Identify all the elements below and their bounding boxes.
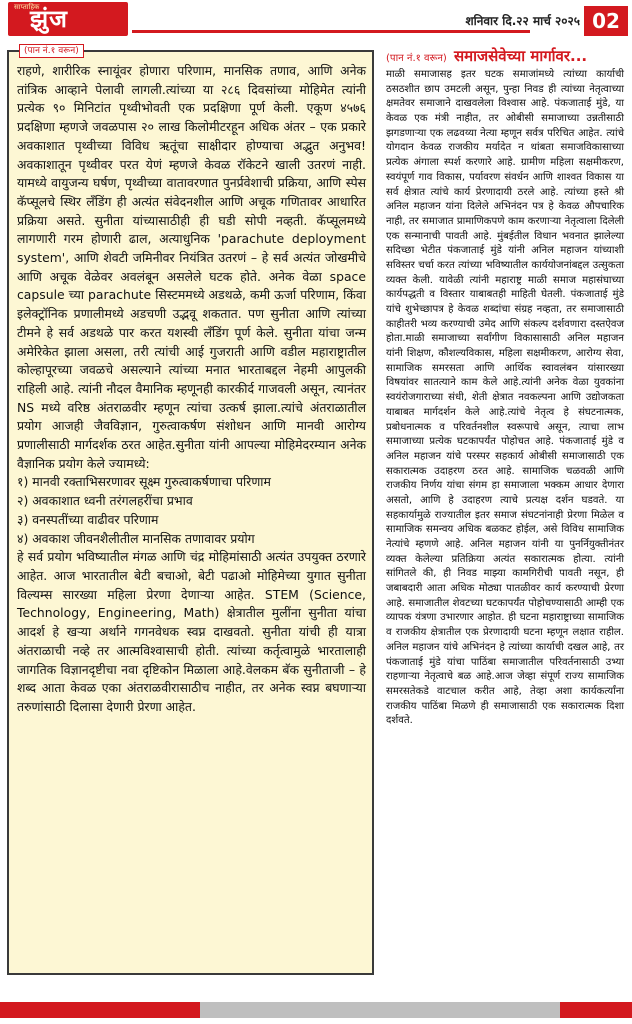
left-article-box [7,46,374,975]
left-article-paragraph: राहणे, शारीरिक स्नायूंवर होणारा परिणाम, मानसिक तणाव, आणि अनेक तांत्रिक आव्हाने पेलावी लागली.त्यांच्या या २८६ दिवसांच्या मोहिमेत त्यांनी प्रत्येक ९० मिनिटांत पृथ्वीभोवती एक प्रदक्षिणा पूर्ण केली. एकूण ४५७६ प्रदक्षिणा म्हणजे जवळपास २० लाख किलोमीटरहून अधिक अंतर – एक प्रकारे अवकाशात पृथ्वीच्या विविध ऋतूंचा साक्षीदार होण्याचा अद्भुत अनुभव! अवकाशातून पृथ्वीवर परत येणं म्हणजे केवळ रॉकेटने खाली उतरणं नाही. यामध्ये वायुजन्य घर्षण, पृथ्वीच्या वातावरणात पुनर्प्रवेशाची प्रक्रिया, आणि स्पेस कॅप्सूलचे स्थिर लँडिंग ही अत्यंत संवेदनशील आणि अचूक गणितावर आधारित प्रक्रिया असते. सुनीता यांच्यासाठीही ही घडी सोपी नव्हती. कॅप्सूलमध्ये लागणारी गरम होणारी ढाल, अत्याधुनिक 'parachute deployment system', आणि शेवटी जमिनीवर नियंत्रित उतरणं – हे सर्व अत्यंत जोखमीचे आणि अचूक वेळेवर अवलंबून असलेले घटक होते. अनेक वेळा space capsule च्या parachute सिस्टममध्ये अडथळे, कमी ऊर्जा परिणाम, किंवा इलेक्ट्रॉनिक प्रणालीमध्ये अडचणी उद्भवू शकतात. पण सुनीता आणि त्यांच्या टीमने हे सर्व अडथळे पार करत यशस्वी लँडिंग पूर्ण केले. सुनीता यांचा जन्म अमेरिकेत झाला असला, तरी त्यांची आई गुजराती आणि वडील महाराष्ट्रातील कोल्हापूरच्या जवळचे असल्याने त्यांच्या मनात भारताबद्दल नेहमी आपुलकी राहिली आहे. त्यांनी नौदल वैमानिक म्हणूनही कारकीर्द गाजवली असून, त्यानंतर NS मध्ये वरिष्ठ अंतराळवीर म्हणून त्यांचा उत्कर्ष झाला.त्यांचे अंतराळातील प्रयोग आजही जैवविज्ञान, गुरुत्वाकर्षण संशोधन आणि मानवी आरोग्य प्रणालीसाठी मार्गदर्शक ठरत आहेत.सुनीता यांनी आपल्या मोहिमेदरम्यान अनेक वैज्ञानिक प्रयोग केले ज्यामध्ये: [17,63,366,471]
logo-tagline: साप्ताहिक [14,3,40,11]
right-article-header [386,46,624,68]
right-article-title: समाजसेवेच्या मार्गावर... [454,47,588,65]
experiment-list-item: २) अवकाशात ध्वनी तरंगलहरींचा प्रभाव [17,493,193,509]
newspaper-logo[interactable] [8,2,128,36]
experiment-list [17,473,366,548]
footer-red-end [560,1002,632,1018]
footer-red-strip [0,1002,200,1018]
issue-date: शनिवार दि.२२ मार्च २०२५ [465,14,580,28]
right-article-body: माळी समाजासह इतर घटक समाजांमध्ये त्यांच्या कार्याची ठसठशीत छाप उमटली असून, पुन्हा निवड ही त्यांच्या नेतृत्वाच्या क्षमतेवर समाजाने दाखवलेला विश्वास आहे. पंकजाताई मुंडे, या केवळ एक मंत्री नाहीत, तर ओबीसी समाजाच्या उन्नतीसाठी झगडणाऱ्या एक लढवय्या नेत्या म्हणून सर्वत्र परिचित आहेत. त्यांचे योगदान केवळ राजकीय मर्यादेत न थांबता समाजविकासाच्या प्रत्येक अंगाला स्पर्श करणारे आहे. ग्रामीण महिला सक्षमीकरण, स्वयंपूर्ण गाव विकास, पर्यावरण संवर्धन आणि शाश्वत विकास या सर्व क्षेत्रात त्यांचे कार्य प्रेरणादायी ठरले आहे. त्यांच्या हस्ते श्री अनिल महाजन यांना दिलेले अभिनंदन पत्र हे केवळ औपचारिक नाही, तर समाजात प्रामाणिकपणे काम करणाऱ्या नेतृत्वाला दिलेली एक सन्मानाची पावती आहे. मुंबईतील विधान भवनात झालेल्या सदिच्छा भेटीत पंकजाताई मुंडे यांनी अनिल महाजन यांच्याशी सविस्तर चर्चा करत त्यांच्या भविष्यातील कार्ययोजनांबद्दल उत्सुकता व्यक्त केली. यावेळी त्यांनी महाराष्ट्र माळी समाज महासंघाच्या कार्यपद्धती व विस्तार याबाबतही माहिती घेतली. पंकजाताई मुंडे यांचे शुभेच्छापत्र हे केवळ शब्दांचा संग्रह नव्हता, तर समाजासाठी काहीतरी भव्य करण्याची उमेद आणि संकल्प दर्शवणारा दस्तऐवज होता.माळी समाजाच्या सर्वांगीण विकासासाठी अनिल महाजन यांनी शिक्षण, कौशल्यविकास, महिला सक्षमीकरण, आरोग्य सेवा, सामाजिक समरसता आणि आर्थिक स्वावलंबन यांसारख्या विषयांवर सातत्याने काम केले आहे.त्यांनी अनेक वेळा युवकांना स्वयंरोजगाराच्या संधी, शेती क्षेत्रात नवकल्पना आणि उद्योजकता याबाबत मार्गदर्शन केले आहे.त्यांचे नेतृत्व हे संघटनात्मक, प्रबोधनात्मक व परिवर्तनशील स्वरूपाचे असून, त्याचा लाभ समाजाच्या प्रत्येक घटकापर्यंत पोहोचत आहे. पंकजाताई मुंडे व अनिल महाजन यांचे परस्पर सहकार्य ओबीसी समाजासाठी एक सकारात्मक उदाहरण ठरत आहे. सामाजिक चळवळी आणि राजकीय निर्णय यांचा संगम हा समाजाला भक्कम आधार देणारा असतो, आणि हे उदाहरण त्याचे प्रत्यक्ष दर्शन घडवते. या सहकार्यामुळे राज्यातील इतर समाज संघटनांनाही प्रेरणा मिळेल व सामाजिक समन्वय अधिक बळकट होईल, असे विविध सामाजिक नेत्यांचे म्हणणे आहे. अनिल महाजन यांनी या पुनर्नियुक्तीनंतर व्यक्त केलेल्या प्रतिक्रिया अत्यंत सकारात्मक होत्या. त्यांनी सांगितले की, ही निवड माझ्या कामगिरीची पावती नसून, ही जबाबदारी आता अधिक मोठ्या पातळीवर कार्य करण्याची प्रेरणा आहे. समाजातील शेवटच्या घटकापर्यंत पोहोचण्यासाठी आम्ही एक व्यापक यंत्रणा उभारणार आहोत. ही घटना महाराष्ट्राच्या सामाजिक व राजकीय क्षेत्रातील एक प्रेरणादायी घटना म्हणून लक्षात राहील. अनिल महाजन यांचे अभिनंदन हे त्यांच्या कार्याची दखल आहे, तर पंकजाताई मुंडे यांचा पाठिंबा समाजातील परिवर्तनासाठी उभ्या राहणाऱ्या नेतृत्वाचे बळ आहे.आज जेव्हा संपूर्ण राज्य सामाजिक समरसतेकडे वाटचाल करीत आहे, तेव्हा अशा कार्यकर्त्यांना राजकीय पाठिंबा मिळणे ही समाजासाठी एक सकारात्मक दिशा दर्शवते. [386,69,624,727]
experiment-list-item: १) मानवी रक्ताभिसरणावर सूक्ष्म गुरुत्वाकर्षणाचा परिणाम [17,474,271,490]
right-continued-tag: (पान नं.१ वरून) [386,53,447,64]
footer-bar [0,994,632,1024]
left-article-closing: हे सर्व प्रयोग भविष्यातील मंगळ आणि चंद्र मोहिमांसाठी अत्यंत उपयुक्त ठरणारे आहेत. आज भारतातील बेटी बचाओ, बेटी पढाओ मोहिमेच्या युगात सुनीता विल्यम्स सारख्या महिला प्रेरणा देणाऱ्या आहेत. STEM (Science, Technology, Engineering, Math) क्षेत्रातील मुलींना सुनीता यांचा आदर्श हे खऱ्या अर्थाने गगनवेधक स्वप्न दाखवतो. सुनीता यांची ही यात्रा अंतराळाची नव्हे तर आत्मविश्वासाची होती. त्यांच्या कर्तृत्वामुळे भारतालाही जागतिक विज्ञानदृष्टीचा नवा दृष्टिकोन मिळाला आहे.वेलकम बॅक सुनीताजी – हे शब्द आता केवळ एका अंतराळवीरासाठीच नाहीत, तर अनेक स्वप्न बघणाऱ्या तरुणांसाठी दिलासा देणारी प्रेरणा आहेत. [17,549,366,714]
page-number: 02 [584,6,628,36]
left-article-text [17,62,366,717]
left-continued-tag: (पान नं.१ वरून) [19,44,84,58]
experiment-list-item: ४) अवकाश जीवनशैलीतील मानसिक तणावावर प्रयोग [17,530,255,546]
header-divider [132,30,530,33]
logo-title: झुंज [30,5,68,33]
masthead [0,0,632,40]
experiment-list-item: ३) वनस्पतींच्या वाढीवर परिणाम [17,511,159,527]
